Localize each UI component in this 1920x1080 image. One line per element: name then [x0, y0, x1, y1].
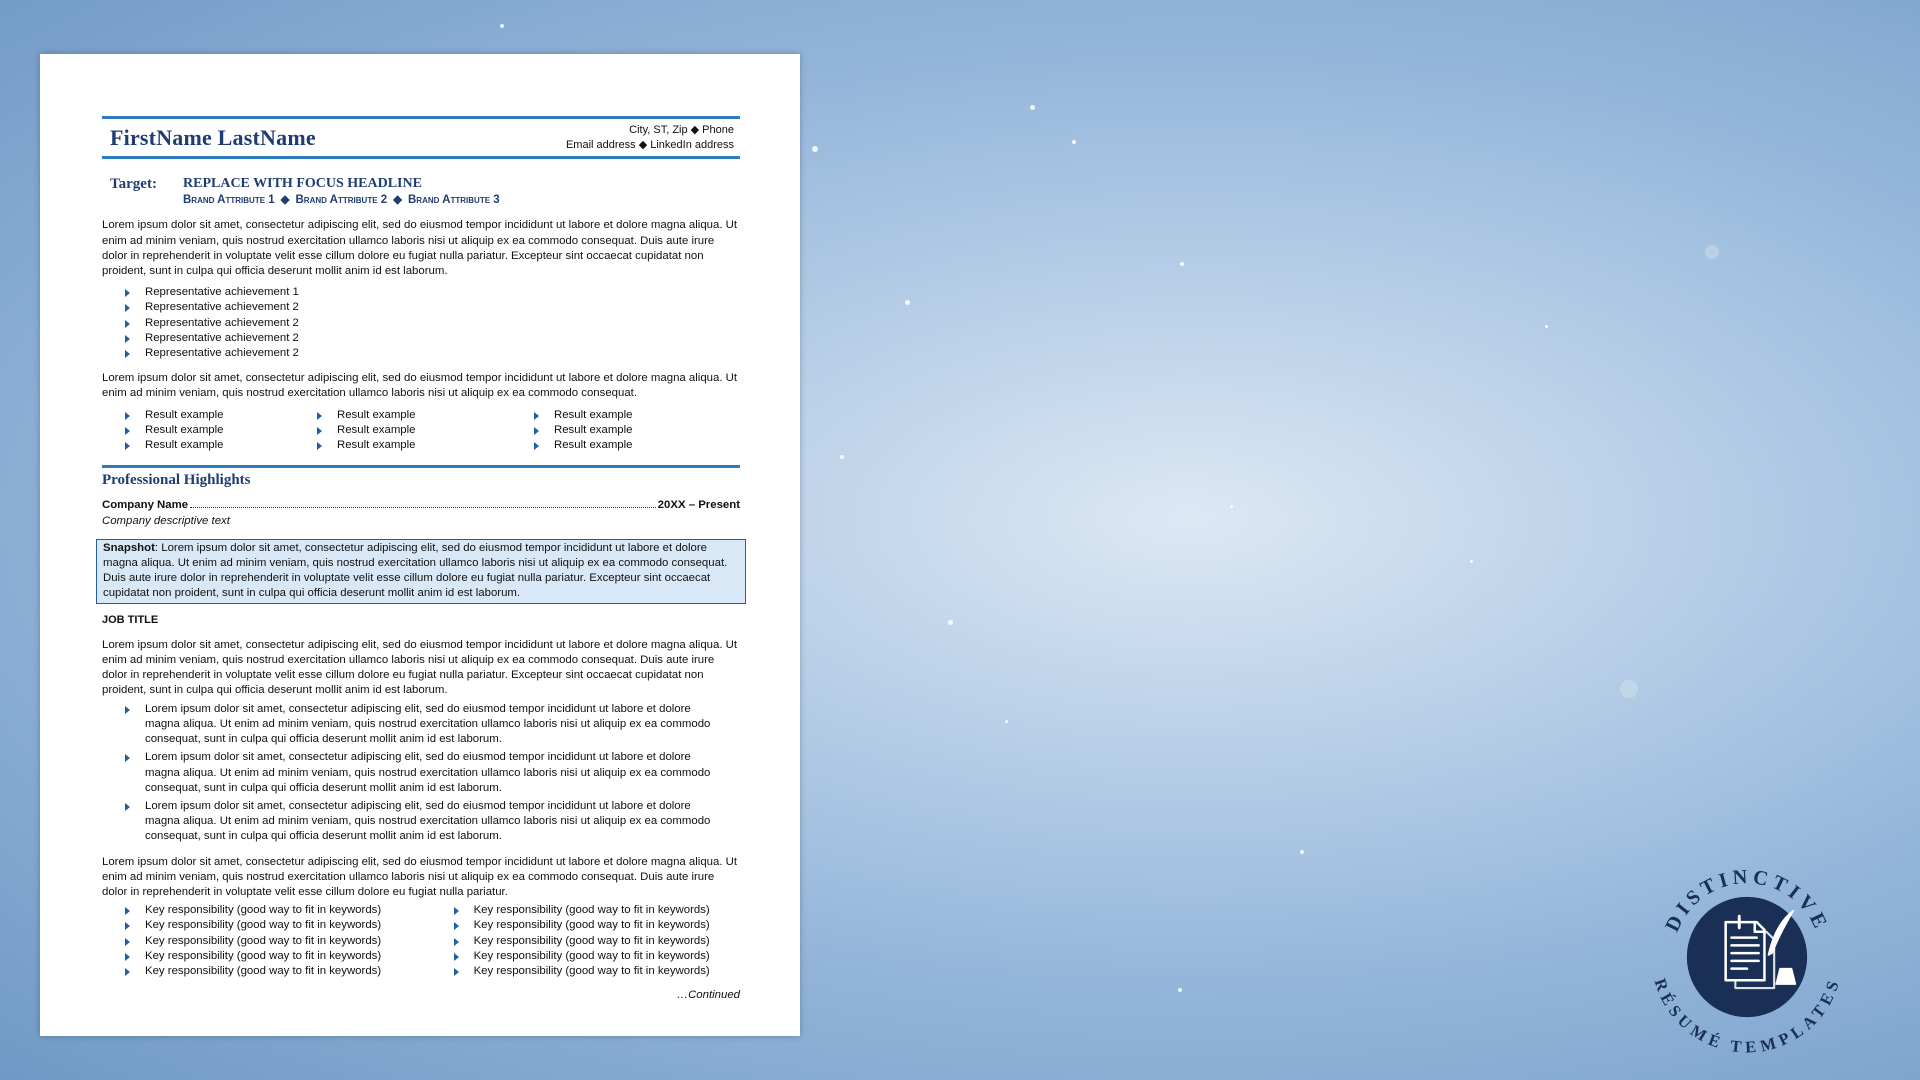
bokeh-sparkle — [812, 146, 818, 152]
results-grid — [102, 402, 740, 454]
distinctive-resume-templates-logo — [1650, 860, 1844, 1054]
target-content — [183, 176, 500, 208]
focus-headline: REPLACE WITH FOCUS HEADLINE — [183, 176, 422, 191]
achievement-item: Representative achievement 2 — [124, 300, 740, 315]
result-item: Result example — [533, 438, 703, 453]
bokeh-sparkle — [1470, 560, 1473, 563]
responsibility-item: Key responsibility (good way to fit in keywords) — [124, 918, 431, 933]
job-title: JOB TITLE — [102, 613, 159, 626]
company-name: Company Name — [102, 499, 189, 512]
responsibility-item: Key responsibility (good way to fit in keywords) — [453, 903, 740, 918]
contact-line-location-phone: City, ST, Zip ◆ Phone — [629, 124, 734, 136]
result-item: Result example — [124, 438, 294, 453]
responsibility-item: Key responsibility (good way to fit in keywords) — [453, 934, 740, 949]
bokeh-sparkle — [1072, 140, 1076, 144]
bokeh-sparkle — [905, 300, 910, 305]
bokeh-sparkle — [1180, 262, 1184, 266]
brand-attributes — [183, 193, 500, 208]
bokeh-sparkle — [1005, 720, 1008, 723]
responsibility-item: Key responsibility (good way to fit in keywords) — [124, 903, 431, 918]
achievement-item: Representative achievement 2 — [124, 331, 740, 346]
responsibilities-column — [431, 903, 740, 979]
brand-attribute: Brand Attribute 1 — [183, 194, 275, 207]
result-item: Result example — [533, 408, 703, 423]
bokeh-sparkle — [1545, 325, 1548, 328]
section-rule — [102, 465, 740, 468]
job-bullet: Lorem ipsum dolor sit amet, consectetur adipiscing elit, sed do eiusmod tempor incididunt ut labore et dolore magna aliqua. Ut enim ad minim veniam, quis nostrud exercitation ullamco laboris nisi ut aliquip ex ea commodo consequat, sunt in culpa qui officia deserunt mollit anim id est laborum. — [124, 702, 740, 748]
responsibilities-column — [102, 903, 431, 979]
candidate-name: FirstName LastName — [110, 125, 316, 151]
result-item: Result example — [124, 408, 294, 423]
job-bullet: Lorem ipsum dolor sit amet, consectetur adipiscing elit, sed do eiusmod tempor incididunt ut labore et dolore magna aliqua. Ut enim ad minim veniam, quis nostrud exercitation ullamco laboris nisi ut aliquip ex ea commodo consequat, sunt in culpa qui officia deserunt mollit anim id est laborum. — [124, 750, 740, 796]
responsibility-item: Key responsibility (good way to fit in keywords) — [453, 949, 740, 964]
achievement-item: Representative achievement 2 — [124, 346, 740, 361]
bokeh-sparkle — [948, 620, 953, 625]
logo-top-text: DISTINCTIVE — [1661, 865, 1833, 936]
resume-content — [102, 116, 740, 1003]
bokeh-sparkle — [1300, 850, 1304, 854]
responsibility-item: Key responsibility (good way to fit in keywords) — [124, 949, 431, 964]
snapshot-label: Snapshot — [103, 541, 155, 554]
results-column — [294, 408, 511, 454]
job-paragraph: Lorem ipsum dolor sit amet, consectetur adipiscing elit, sed do eiusmod tempor incididunt ut labore et dolore magna aliqua. Ut enim ad minim veniam, quis nostrud exercitation ullamco laboris nisi ut aliquip ex ea commodo consequat. Duis aute irure dolor in reprehenderit in voluptate velit esse cillum dolore eu fugiat nulla pariatur. Excepteur sint occaecat cupidatat non proident, sunt in culpa qui officia deserunt mollit anim id est laborum. — [102, 638, 738, 697]
summary-paragraph: Lorem ipsum dolor sit amet, consectetur adipiscing elit, sed do eiusmod tempor incididunt ut labore et dolore magna aliqua. Ut enim ad minim veniam, quis nostrud exercitation ullamco laboris nisi ut aliquip ex ea commodo consequat. — [102, 372, 738, 400]
logo-bottom-text: RÉSUMÉ TEMPLATES — [1650, 976, 1844, 1054]
result-item: Result example — [124, 423, 294, 438]
responsibility-item: Key responsibility (good way to fit in keywords) — [124, 934, 431, 949]
brand-attribute: Brand Attribute 3 — [408, 194, 500, 207]
snapshot-box — [96, 539, 746, 604]
bokeh-sparkle — [1030, 105, 1035, 110]
bokeh-sparkle — [1620, 680, 1638, 698]
job-bullets — [102, 702, 740, 845]
responsibility-item: Key responsibility (good way to fit in keywords) — [453, 964, 740, 979]
contact-line-email-linkedin: Email address ◆ LinkedIn address — [565, 139, 734, 151]
section-title: Professional Highlights — [102, 472, 251, 489]
bokeh-sparkle — [1178, 988, 1182, 992]
bokeh-sparkle — [1705, 245, 1719, 259]
result-item: Result example — [316, 438, 511, 453]
result-item: Result example — [533, 423, 703, 438]
achievement-item: Representative achievement 2 — [124, 316, 740, 331]
result-item: Result example — [316, 423, 511, 438]
results-column — [511, 408, 703, 454]
responsibilities-grid — [102, 900, 740, 979]
closing-paragraph: Lorem ipsum dolor sit amet, consectetur adipiscing elit, sed do eiusmod tempor incididunt ut labore et dolore magna aliqua. Ut enim ad minim veniam, quis nostrud exercitation ullamco laboris nisi ut aliquip ex ea commodo consequat. Duis aute irure dolor in reprehenderit in voluptate velit esse cillum dolore eu fugiat nulla pariatur. — [102, 855, 738, 898]
company-description: Company descriptive text — [102, 514, 230, 527]
brand-attribute: Brand Attribute 2 — [295, 194, 388, 207]
bokeh-sparkle — [500, 24, 504, 28]
result-item: Result example — [316, 408, 511, 423]
continued-note: …Continued — [676, 989, 740, 1002]
achievements-list — [102, 285, 740, 361]
bokeh-sparkle — [840, 455, 844, 459]
snapshot-text: : Lorem ipsum dolor sit amet, consectetur adipiscing elit, sed do eiusmod tempor incididunt ut labore et dolore magna aliqua. Ut enim ad minim veniam, quis nostrud exercitation ullamco laboris nisi ut aliquip ex ea commodo consequat. Duis aute irure dolor in reprehenderit in voluptate velit esse cillum dolore eu fugiat nulla pariatur. Excepteur sint occaecat cupidatat non proident, sunt in culpa qui officia deserunt mollit anim id est laborum. — [103, 541, 728, 600]
intro-paragraph: Lorem ipsum dolor sit amet, consectetur adipiscing elit, sed do eiusmod tempor incididunt ut labore et dolore magna aliqua. Ut enim ad minim veniam, quis nostrud exercitation ullamco laboris nisi ut aliquip ex ea commodo consequat. Duis aute irure dolor in reprehenderit in voluptate velit esse cillum dolore eu fugiat nulla pariatur. Excepteur sint occaecat cupidatat non proident, sunt in culpa qui officia deserunt mollit anim id est laborum. — [102, 219, 738, 278]
target-label: Target: — [110, 176, 157, 192]
company-dates: 20XX – Present — [657, 499, 740, 512]
responsibility-item: Key responsibility (good way to fit in keywords) — [453, 918, 740, 933]
bokeh-sparkle — [1230, 505, 1233, 508]
dot-leader — [190, 507, 656, 508]
target-block — [102, 176, 740, 208]
achievement-item: Representative achievement 1 — [124, 285, 740, 300]
company-row — [102, 498, 740, 513]
job-bullet: Lorem ipsum dolor sit amet, consectetur adipiscing elit, sed do eiusmod tempor incididunt ut labore et dolore magna aliqua. Ut enim ad minim veniam, quis nostrud exercitation ullamco laboris nisi ut aliquip ex ea commodo consequat, sunt in culpa qui officia deserunt mollit anim id est laborum. — [124, 799, 740, 845]
brand-separator: ◆ — [393, 194, 402, 207]
contact-block — [566, 123, 734, 153]
header-rule-bottom — [102, 156, 740, 159]
resume-page — [40, 54, 800, 1036]
brand-separator: ◆ — [280, 194, 290, 207]
results-column — [102, 408, 294, 454]
resume-header — [102, 119, 740, 156]
responsibility-item: Key responsibility (good way to fit in keywords) — [124, 964, 431, 979]
